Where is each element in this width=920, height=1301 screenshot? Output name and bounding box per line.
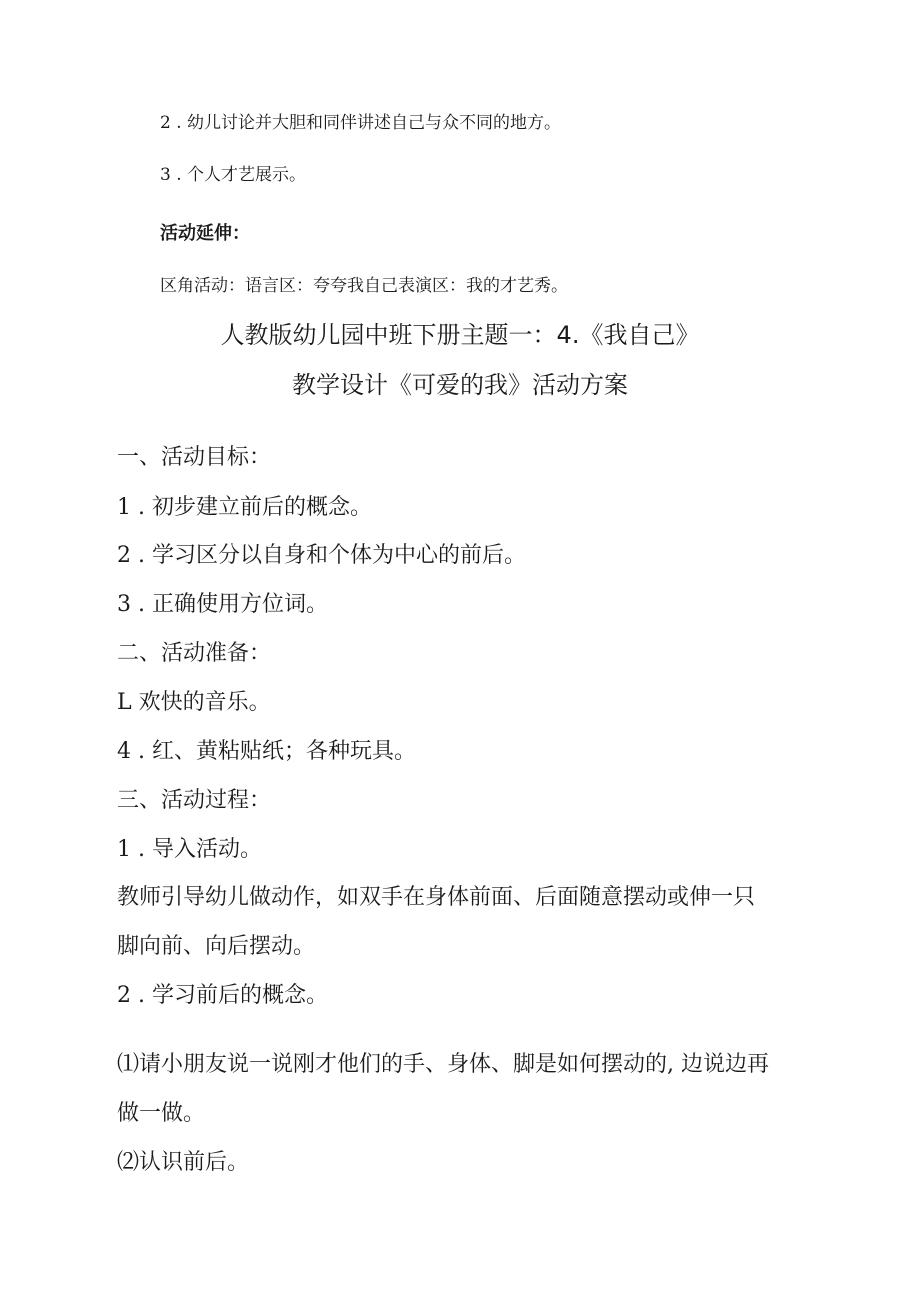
top-item-3: 3 . 个人才艺展示。 bbox=[160, 165, 307, 185]
goals-heading: 一、活动目标： bbox=[117, 445, 272, 470]
process-step-1-text-cont: 脚向前、向后摆动。 bbox=[117, 934, 316, 959]
process-step-1-text: 教师引导幼儿做动作，如双手在身体前面、后面随意摆动或伸一只 bbox=[117, 885, 756, 910]
goal-item: 3 . 正确使用方位词。 bbox=[117, 592, 328, 617]
goal-item: 1 . 初步建立前后的概念。 bbox=[117, 495, 372, 520]
top-item-2: 2 . 幼儿讨论并大胆和同伴讲述自己与众不同的地方。 bbox=[160, 113, 562, 133]
extension-heading: 活动延伸： bbox=[160, 223, 250, 244]
page-title-line1: 人教版幼儿园中班下册主题一：4.《我自己》 bbox=[220, 321, 700, 349]
prep-item: L 欢快的音乐。 bbox=[117, 690, 271, 715]
process-step-2: 2 . 学习前后的概念。 bbox=[117, 983, 328, 1008]
extension-text: 区角活动：语言区：夸夸我自己表演区：我的才艺秀。 bbox=[160, 276, 568, 296]
prep-item: 4 . 红、黄粘贴纸；各种玩具。 bbox=[117, 739, 416, 764]
process-heading: 三、活动过程： bbox=[117, 788, 272, 813]
sub-step-1: ⑴请小朋友说一说刚才他们的手、身体、脚是如何摆动的, 边说边再 bbox=[117, 1052, 769, 1077]
sub-step-1-cont: 做一做。 bbox=[117, 1101, 206, 1126]
goal-item: 2 . 学习区分以自身和个体为中心的前后。 bbox=[117, 543, 526, 568]
process-step-1: 1 . 导入活动。 bbox=[117, 837, 262, 862]
prep-heading: 二、活动准备： bbox=[117, 641, 272, 666]
sub-step-2: ⑵认识前后。 bbox=[117, 1150, 250, 1175]
page-title-line2: 教学设计《可爱的我》活动方案 bbox=[292, 371, 628, 399]
